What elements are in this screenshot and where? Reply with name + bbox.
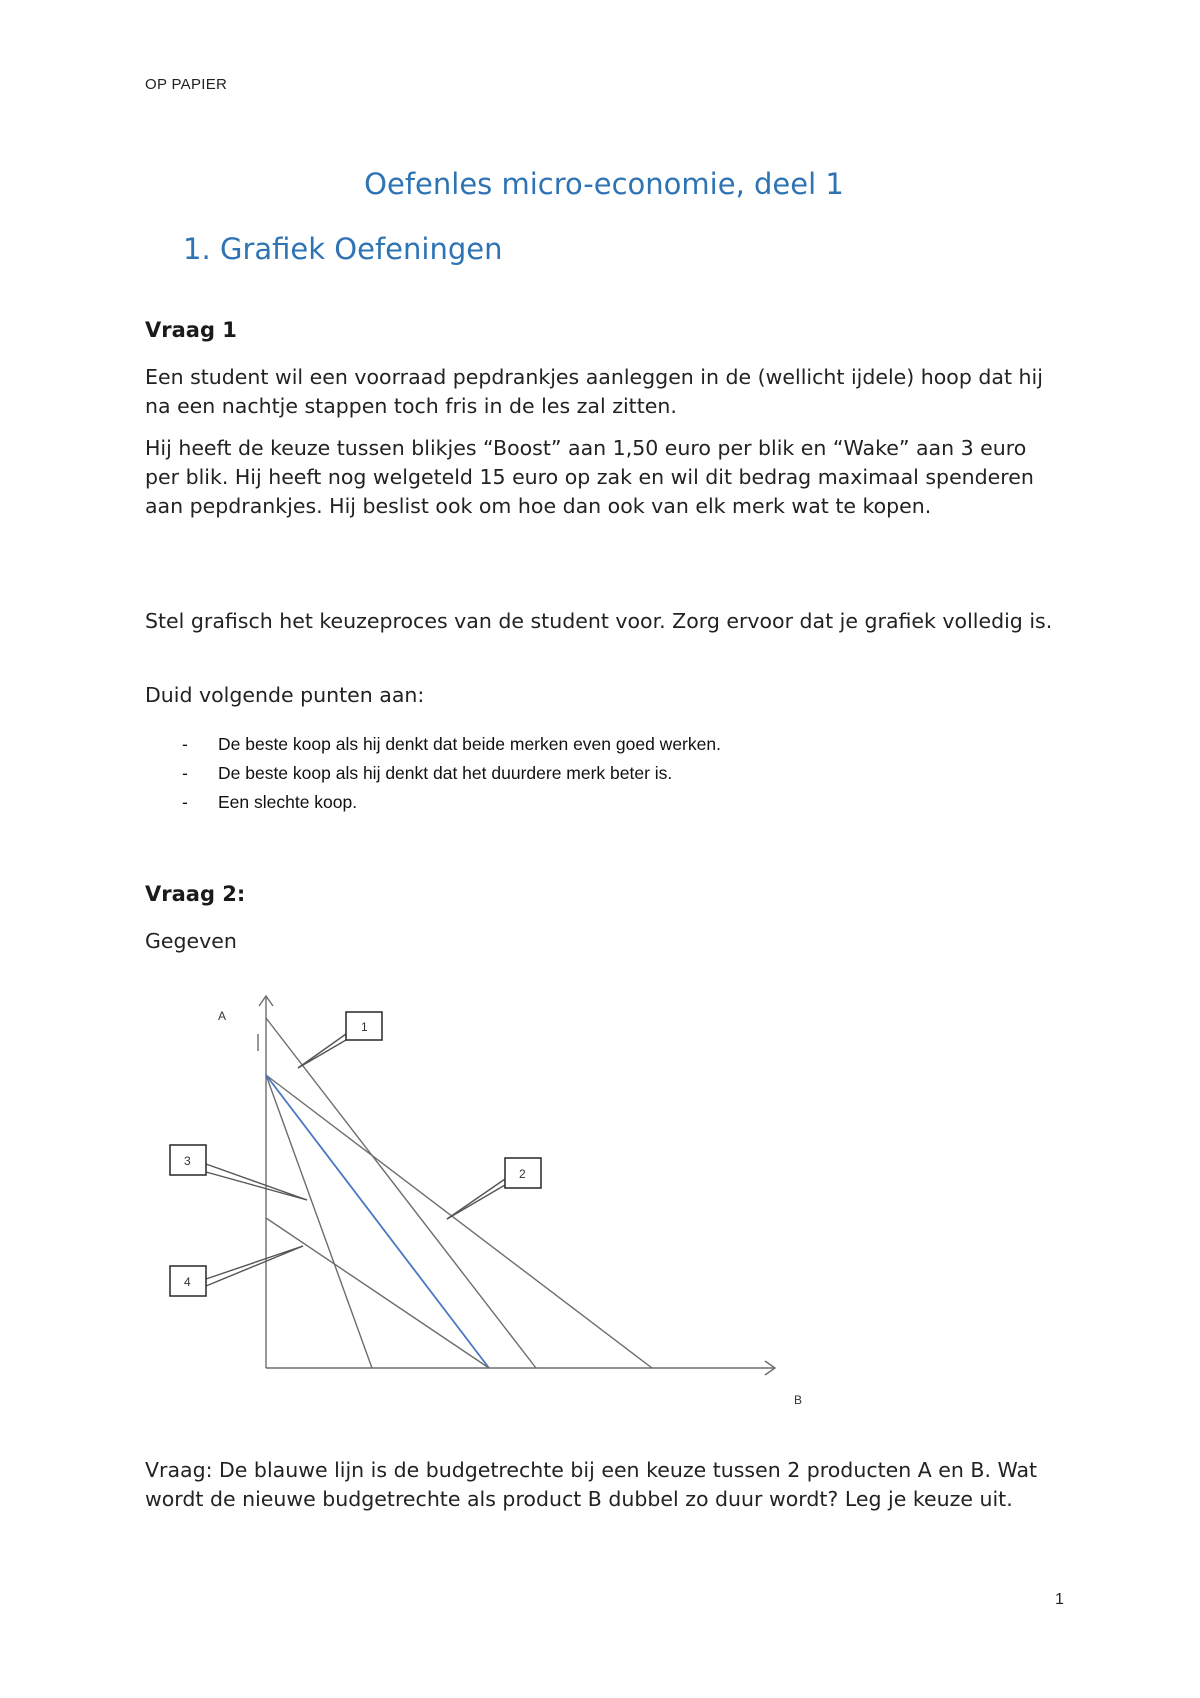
callout-3-label: 3 [184, 1154, 191, 1168]
vraag2-question: Vraag: De blauwe lijn is de budgetrechte bij een keuze tussen 2 producten A en B. Wat wordt de nieuwe budgetrechte als product B dubbel zo duur wordt? Leg je keuze uit. [145, 1458, 1038, 1511]
vraag1-paragraph-4: Duid volgende punten aan: [145, 683, 425, 707]
callout-4-leader [206, 1246, 303, 1279]
budget-line-3 [266, 1075, 372, 1368]
callout-2-label: 2 [519, 1167, 526, 1181]
page-header: OP PAPIER [145, 76, 228, 93]
vraag2-heading: Vraag 2: [145, 882, 246, 906]
budget-line-blue [266, 1075, 489, 1368]
callout-3-leader [206, 1164, 307, 1200]
document-title: Oefenles micro-economie, deel 1 [364, 167, 844, 201]
callout-1-label: 1 [361, 1020, 368, 1034]
callout-3-leader [206, 1172, 307, 1200]
callout-4-label: 4 [184, 1275, 191, 1289]
x-axis-label: B [794, 1393, 803, 1407]
callout-1-leader [298, 1040, 346, 1068]
callout-1-leader [298, 1034, 346, 1068]
page-number: 1 [1055, 1591, 1064, 1608]
section-number: 1. [183, 232, 211, 266]
budget-line-1 [266, 1018, 536, 1368]
vraag1-heading: Vraag 1 [145, 318, 237, 342]
vraag2-intro: Gegeven [145, 929, 237, 953]
budget-line-4 [266, 1218, 489, 1368]
y-axis-label: A [218, 1009, 227, 1023]
callout-2-leader [447, 1185, 505, 1219]
budget-line-2 [266, 1075, 652, 1368]
callout-2-leader [447, 1179, 505, 1219]
section-title: Grafiek Oefeningen [220, 232, 503, 266]
callout-4-leader [206, 1246, 303, 1286]
vraag1-paragraph-3: Stel grafisch het keuzeproces van de student voor. Zorg ervoor dat je grafiek volledig is. [145, 609, 1053, 633]
vraag1-paragraph-2: Hij heeft de keuze tussen blikjes “Boost” aan 1,50 euro per blik en “Wake” aan 3 euro per blik. Hij heeft nog welgeteld 15 euro op zak en wil dit bedrag maximaal spenderen aan pepdrankjes. Hij beslist ook om hoe dan ook van elk merk wat te kopen. [145, 436, 1034, 518]
vraag1-paragraph-1: Een student wil een voorraad pepdrankjes aanleggen in de (wellicht ijdele) hoop dat hij na een nachtje stappen toch fris in de les zal zitten. [145, 365, 1043, 418]
